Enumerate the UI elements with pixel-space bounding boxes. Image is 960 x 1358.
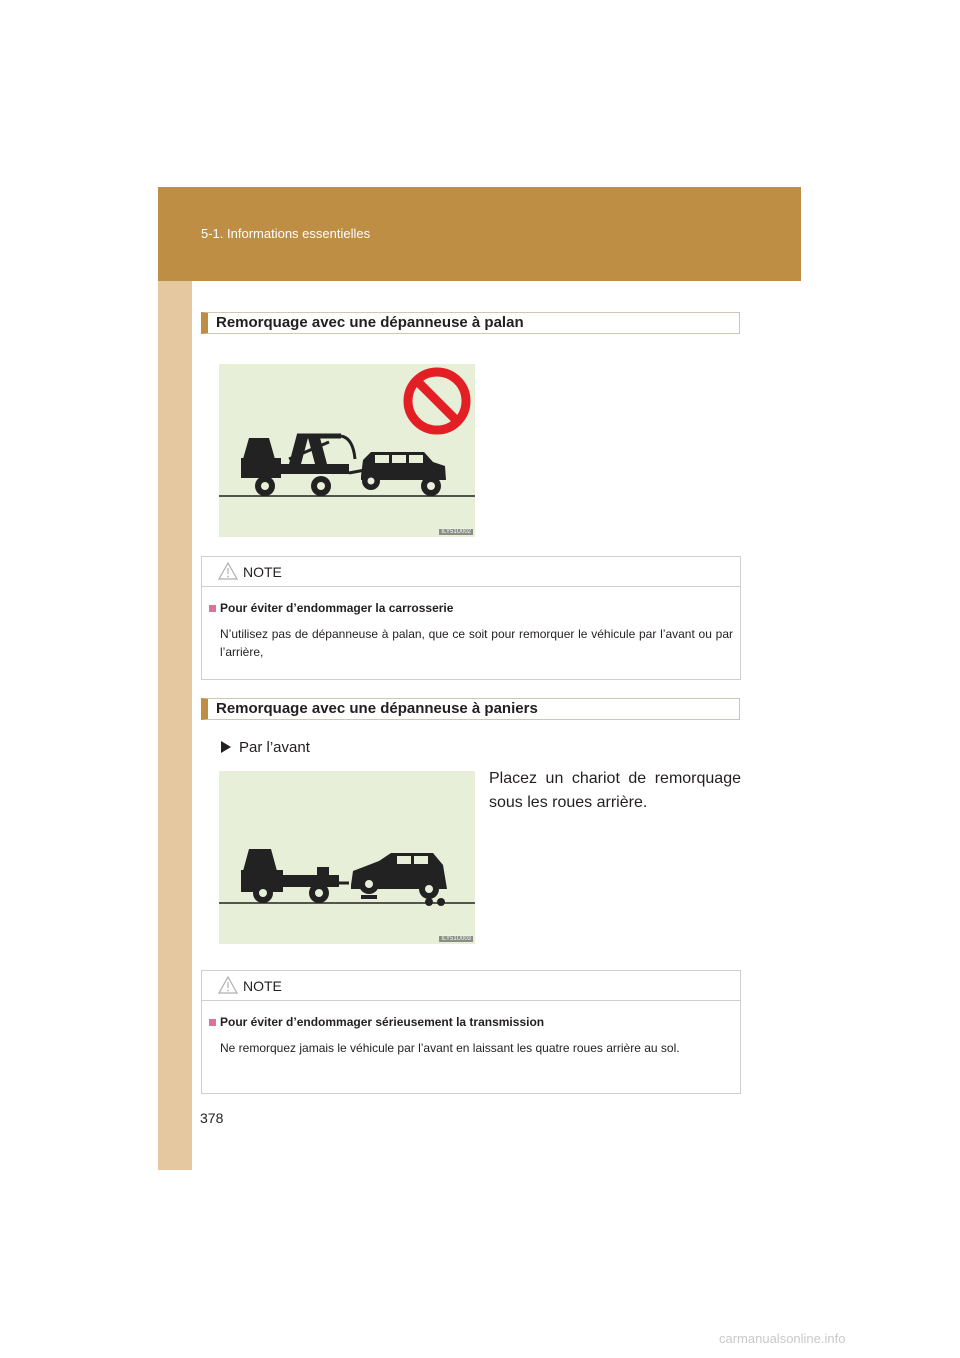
page-number: 378 [200,1110,224,1126]
square-bullet-icon [209,605,216,612]
section-title-text: Remorquage avec une dépanneuse à paniers [216,700,538,717]
illustration-wheel-lift-prohibited [219,364,475,537]
section-title-palan [201,312,740,334]
section-title-text: Remorquage avec une dépanneuse à palan [216,314,524,331]
breadcrumb: 5-1. Informations essentielles [201,226,371,241]
watermark: carmanualsonline.info [719,1331,846,1346]
section-title-paniers [201,698,740,720]
bullet-text: Par l’avant [239,739,310,756]
illustration-code: ILY51U003 [441,936,471,942]
tow-truck-dolly-drawing [219,771,475,944]
note-subtitle-text: Pour éviter d’endommager la carrosserie [220,601,454,615]
note-header [202,557,740,587]
side-band [158,281,192,1170]
note-box-transmission [201,970,741,1094]
note-subtitle [209,1015,544,1029]
note-text: Ne remorquez jamais le véhicule par l’avant en laissant les quatre roues arrière au sol. [220,1041,680,1055]
bullet-front [221,739,310,756]
note-box-bodywork [201,556,741,680]
tow-truck-hoist-drawing [219,364,475,537]
note-text: N’utilisez pas de dépanneuse à palan, que ce soit pour remorquer le véhicule par l’avant ou par l’arrière, [220,627,733,659]
note-label: NOTE [243,564,282,580]
illustration-dolly-tow [219,771,475,944]
warning-triangle-icon [218,562,238,580]
body-text: Placez un chariot de remorquage sous les roues arrière. [489,770,741,811]
warning-triangle-icon [218,976,238,994]
note-subtitle-text: Pour éviter d’endommager sérieusement la transmission [220,1015,545,1029]
note-header [202,971,740,1001]
note-label: NOTE [243,978,282,994]
square-bullet-icon [209,1019,216,1026]
triangle-bullet-icon [221,741,231,753]
illustration-code: ILY51U002 [441,529,471,535]
note-subtitle [209,601,453,615]
